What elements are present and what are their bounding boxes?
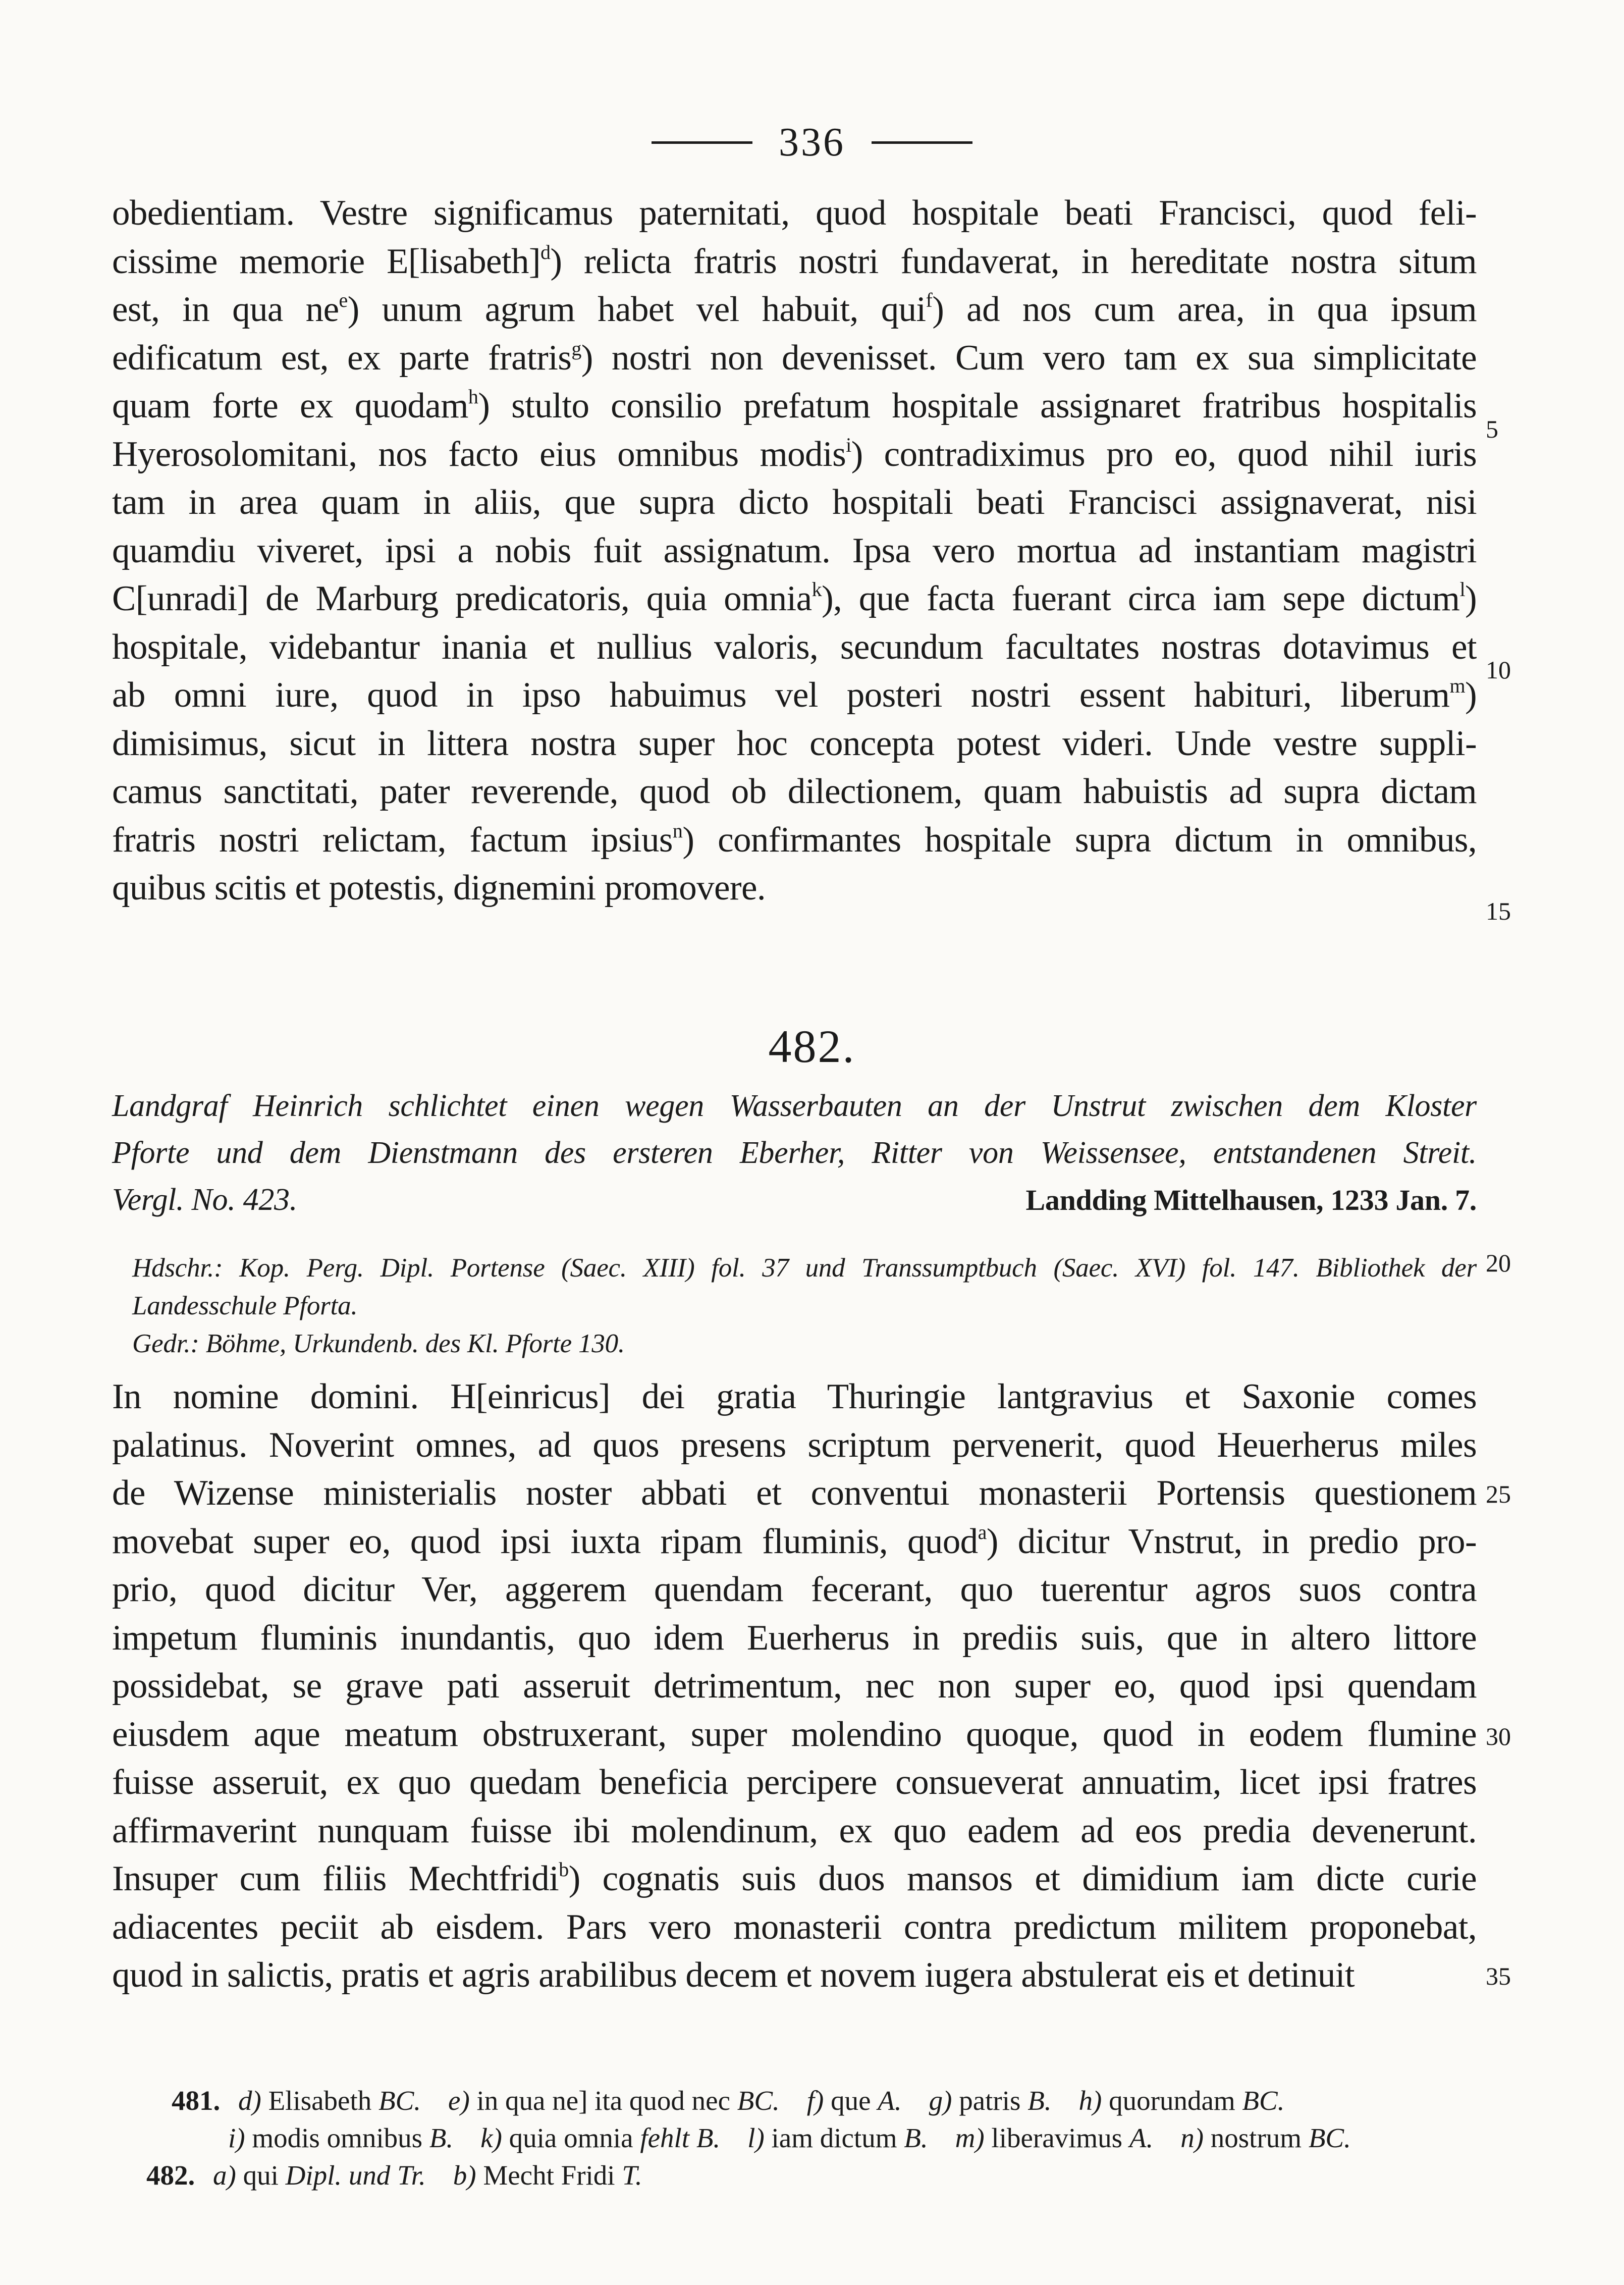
footnote-reading: iam dictum <box>764 2122 904 2153</box>
footnote-siglum: B. <box>429 2122 454 2153</box>
regest-reference: Vergl. No. 423. <box>112 1183 297 1217</box>
text-line: impetum fluminis inundantis, quo idem Euerherus in prediis suis, que in altero littore <box>112 1618 1477 1658</box>
footnote-entry <box>480 2122 720 2153</box>
line-number: 20 <box>1486 1249 1511 1277</box>
footnote-reading: modis omnibus <box>245 2122 429 2153</box>
line-number: 30 <box>1486 1722 1511 1750</box>
page-number: 336 <box>779 120 845 165</box>
header-rule-left <box>652 141 752 144</box>
text-line: affirmaverint nunquam fuisse ibi molendinum, ex quo eadem ad eos predia devenerunt. <box>112 1811 1477 1850</box>
footnote-siglum: T. <box>622 2160 642 2191</box>
text-line: adiacentes peciit ab eisdem. Pars vero monasterii contra predictum militem proponebat, <box>112 1907 1477 1947</box>
text-line: tam in area quam in aliis, que supra dicto hospitali beati Francisci assignaverat, nisi <box>112 483 1477 522</box>
regest-line: Pforte und dem Dienstmann des ersteren Eberher, Ritter von Weissensee, entstandenen Streit. <box>112 1136 1477 1170</box>
footnote-marker: g) <box>929 2085 952 2116</box>
footnote-line <box>172 2082 1477 2119</box>
footnote-siglum: Dipl. und Tr. <box>285 2160 426 2191</box>
text-line: camus sanctitati, pater reverende, quod ob dilectionem, quam habuistis ad supra dictam <box>112 772 1477 811</box>
text-line: hospitale, videbantur inania et nullius valoris, secundum facultates nostras dotavimus et <box>112 627 1477 667</box>
footnote-siglum: BC. <box>378 2085 421 2116</box>
footnote-marker: n <box>672 819 683 842</box>
footnote-siglum: B. <box>904 2122 928 2153</box>
footnote-entry <box>448 2085 780 2116</box>
text-line: dimisimus, sicut in littera nostra super hoc concepta potest videri. Unde vestre suppli- <box>112 723 1477 763</box>
footnote-entry <box>747 2122 928 2153</box>
page-header <box>0 112 1624 173</box>
footnote-marker: b) <box>453 2160 476 2191</box>
footnote-marker: k <box>811 578 822 601</box>
footnote-reading: liberavimus <box>984 2122 1129 2153</box>
footnote-entry <box>929 2085 1052 2116</box>
footnote-marker: n) <box>1180 2122 1204 2153</box>
footnote-marker: h <box>468 385 478 408</box>
footnote-marker: l) <box>747 2122 765 2153</box>
source-line: Gedr.: Böhme, Urkundenb. des Kl. Pforte 130. <box>132 1329 625 1358</box>
line-number: 35 <box>1486 1962 1511 1990</box>
footnote-reading: Mecht Fridi <box>476 2160 622 2191</box>
footnote-siglum: BC. <box>737 2085 780 2116</box>
text-line: C[unradi] de Marburg predicatoris, quia omnia$^k$), que facta fuerant circa iam sepe dictum$^l$) <box>112 578 1477 618</box>
footnote-marker: l <box>1459 578 1465 601</box>
text-line: palatinus. Noverint omnes, ad quos presens scriptum pervenerit, quod Heuerherus miles <box>112 1425 1477 1465</box>
footnote-siglum: B. <box>1027 2085 1052 2116</box>
line-number: 10 <box>1486 656 1511 684</box>
line-number: 25 <box>1486 1480 1511 1508</box>
footnote-reading: nostrum <box>1204 2122 1309 2153</box>
regest-line: Landgraf Heinrich schlichtet einen wegen Wasserbauten an der Unstrut zwischen dem Kloster <box>112 1089 1477 1123</box>
footnote-entry <box>1079 2085 1285 2116</box>
footnote-marker: k) <box>480 2122 502 2153</box>
regest <box>112 1083 1477 1224</box>
footnote-marker: f <box>926 289 933 311</box>
text-line: eiusdem aque meatum obstruxerant, super molendino quoque, quod in eodem flumine <box>112 1714 1477 1754</box>
text-line: Hyerosolomitani, nos facto eius omnibus modis$^i$) contradiximus pro eo, quod nihil iuris <box>112 433 1477 474</box>
footnote-entries <box>202 2160 642 2191</box>
text-line: prio, quod dicitur Ver, aggerem quendam fecerant, quo tuerentur agros suos contra <box>112 1570 1477 1609</box>
line-number: 15 <box>1486 897 1511 925</box>
sources <box>132 1249 1477 1363</box>
footnote-doc-number: 482. <box>146 2160 195 2191</box>
footnote-doc-number: 481. <box>172 2085 221 2116</box>
text-line: Insuper cum filiis Mechtfridi$^b$) cognatis suis duos mansos et dimidium iam dicte curie <box>112 1858 1477 1898</box>
regest-date-line <box>112 1177 1477 1224</box>
footnote-reading: quia omnia <box>502 2122 640 2153</box>
footnote-line <box>146 2157 1477 2194</box>
footnote-entry <box>238 2085 421 2116</box>
footnote-marker: i) <box>228 2122 245 2153</box>
footnote-siglum: A. <box>1129 2122 1154 2153</box>
footnote-siglum: BC. <box>1308 2122 1351 2153</box>
footnote-marker: d) <box>238 2085 261 2116</box>
footnote-marker: f) <box>806 2085 824 2116</box>
footnote-entry <box>955 2122 1154 2153</box>
footnote-reading: que <box>824 2085 878 2116</box>
footnote-entry <box>213 2160 426 2191</box>
footnote-siglum: BC. <box>1242 2085 1285 2116</box>
footnote-entry <box>807 2085 902 2116</box>
text-line: fuisse asseruit, ex quo quedam beneficia percipere consueverat annuatim, licet ipsi fratres <box>112 1763 1477 1802</box>
footnote-marker: h) <box>1078 2085 1102 2116</box>
footnote-marker: a <box>978 1520 987 1544</box>
line-number: 5 <box>1486 415 1498 443</box>
header-rule-right <box>872 141 972 144</box>
text-line: fratris nostri relictam, factum ipsius$^n$) confirmantes hospitale supra dictum in omnibus, <box>112 819 1477 860</box>
footnote-marker: g <box>571 337 581 360</box>
footnote-marker: d <box>540 240 551 263</box>
footnote-reading: quorundam <box>1102 2085 1242 2116</box>
footnote-marker: m <box>1449 674 1465 697</box>
source-line: Landesschule Pforta. <box>132 1291 358 1320</box>
text-line: cissime memorie E[lisabeth]$^d$) relicta fratris nostri fundaverat, in hereditate nostra situm <box>112 240 1477 281</box>
footnote-marker: a) <box>213 2160 236 2191</box>
footnote-entries <box>227 2085 1284 2116</box>
text-line: ab omni iure, quod in ipso habuimus vel posteri nostri essent habituri, liberum$^m$) <box>112 674 1477 715</box>
text-line: edificatum est, ex parte fratris$^g$) nostri non devenisset. Cum vero tam ex sua simplicitate <box>112 337 1477 378</box>
text-line: quod in salictis, pratis et agris arabilibus decem et novem iugera abstulerat eis et detinuit <box>112 1955 1355 1995</box>
text-line: quibus scitis et potestis, dignemini promovere. <box>112 868 766 908</box>
text-line: est, in qua $ne^e$) unum agrum habet vel habuit, qui$^f$) ad nos cum area, in qua ipsum <box>112 289 1477 329</box>
text-line: In nomine domini. H[einricus] dei gratia Thuringie lantgravius et Saxonie comes <box>112 1377 1477 1416</box>
footnote-reading: in qua ne] ita quod nec <box>469 2085 737 2116</box>
footnote-entries <box>217 2122 1351 2153</box>
footnote-marker: i <box>846 433 851 456</box>
text-line: quamdiu viveret, ipsi a nobis fuit assignatum. Ipsa vero mortua ad instantiam magistri <box>112 530 1477 570</box>
footnote-entry <box>1180 2122 1351 2153</box>
text-line: possidebat, se grave pati asseruit detrimentum, nec non super eo, quod ipsi quendam <box>112 1666 1477 1706</box>
footnote-entry <box>228 2122 453 2153</box>
footnote-reading: qui <box>236 2160 286 2191</box>
document-number: 482. <box>768 1021 856 1072</box>
text-line: de Wizense ministerialis noster abbati et conventui monasterii Portensis questionem <box>112 1473 1477 1513</box>
text-line: obedientiam. Vestre significamus paternitati, quod hospitale beati Francisci, quod feli- <box>112 193 1477 233</box>
previous-document-text <box>112 189 1477 913</box>
footnote-line <box>172 2119 1477 2157</box>
footnote-marker: e) <box>448 2085 470 2116</box>
document-text <box>112 1373 1477 2000</box>
footnote-marker: e <box>339 289 348 311</box>
text-line: quam forte ex quodam$^h$) stulto consilio prefatum hospitale assignaret fratribus hospitalis <box>112 385 1477 426</box>
footnote-siglum: A. <box>878 2085 902 2116</box>
footnote-entry <box>453 2160 642 2191</box>
footnote-siglum: fehlt B. <box>640 2122 721 2153</box>
source-line: Hdschr.: Kop. Perg. Dipl. Portense (Saec. XIII) fol. 37 und Transsumptbuch (Saec. XVI) fol. 147. Bibliothek der <box>132 1253 1477 1283</box>
footnote-reading: Elisabeth <box>261 2085 378 2116</box>
footnotes <box>146 2082 1477 2194</box>
document-date: Landding Mittelhausen, 1233 Jan. 7. <box>1025 1184 1477 1216</box>
footnote-marker: b <box>559 1858 569 1881</box>
footnote-marker: m) <box>955 2122 985 2153</box>
text-line: movebat super eo, quod ipsi iuxta ripam fluminis, quod$^a$) dicitur Vnstrut, in predio pro- <box>112 1520 1477 1561</box>
footnote-reading: patris <box>952 2085 1028 2116</box>
